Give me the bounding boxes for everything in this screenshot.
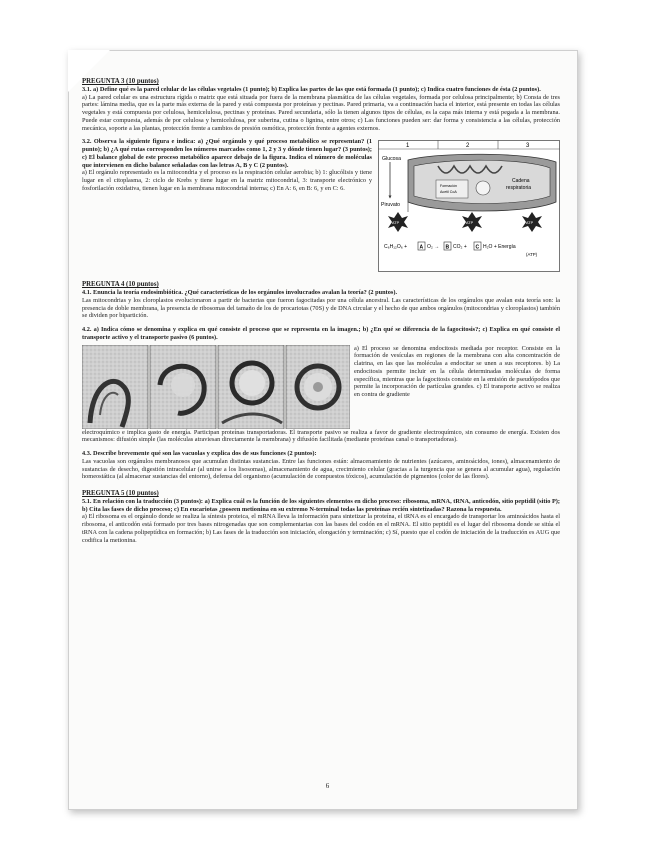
equation-co2: CO₂ + (453, 244, 467, 251)
label-piruvato: Piruvato (381, 202, 401, 209)
figure-number-1: 1 (406, 143, 410, 150)
question-5-1: 5.1. En relación con la traducción (3 puntos): a) Explica cuál es la función de los siguientes elementos en dicho proceso: ribosoma, mRNA, tRNA, anticodón, sitio peptidil (sitio P); b) Cita las fases de dicho proceso; c) En eucariotas ¿poseen metionina en su extremo N-terminal todas las proteínas recién sintetizadas? Razona la respuesta. (82, 497, 560, 513)
question-3-1: 3.1. a) Define qué es la pared celular de las células vegetales (1 punto); b) Explica las partes de las que está formada (1 punto); c) Indica cuatro funciones de ésta (2 puntos). (82, 85, 541, 93)
answer-3-2: a) El orgánulo representado es la mitocondria y el proceso es la respiración celular aerobia; b) 1: glucólisis y tiene lugar en el citoplasma, 2: ciclo de Krebs y tiene lugar en la matriz mitocondrial, 3: transporte electrónico y fosforilación oxidativa, tienen lugar en la membrana mitocondrial interna; c) En A: 6, en B: 6, y en C: 6. (82, 169, 372, 192)
atp-label-1: ATP (392, 221, 400, 226)
label-cadena: Cadena (512, 178, 530, 185)
mitochondria-respiration-figure (378, 140, 560, 272)
answer-4-2-side: a) El proceso se denomina endocitosis mediada por receptor. Consiste en la formación de vesículas en regiones de la membrana con alta concentración de clatrina, en las que las moléculas a endocitar se unen a sus receptores. b) La endocitosis permite incluir en la célula determinadas moléculas de forma específica, mientras que la fagocitosis consiste en la emisión de pseudópodos que permite la incorporación de partículas grandes. c) El transporte activo se realiza en contra de gradiente (354, 344, 560, 398)
section-header-pregunta-3: PREGUNTA 3 (10 puntos) (82, 78, 159, 85)
question-3-2: 3.2. Observa la siguiente figura e indica: a) ¿Qué orgánulo y qué proceso metabólico se representan? (1 punto); b) ¿A qué rutas corresponden los números marcados como 1, 2 y 3 y dónde tienen lugar? (3 puntos); c) El balance global de este proceso metabólico aparece debajo de la figura. Indica el número de moléculas que intervienen en dicho balance señaladas con las letras A, B y C (2 puntos). (82, 138, 372, 169)
equation-h2o: H₂O + Energía (483, 244, 516, 251)
label-formacion: Formación (440, 184, 457, 189)
equation-box-a: A (419, 244, 424, 251)
answer-4-2-continued: electroquímico e implica gasto de energía. Participan proteínas transportadoras. El transporte pasivo se realiza a favor de gradiente electroquímico, sin consumo de energía. Existen dos mecanismos: difusión simple (las moléculas atraviesan directamente la membrana) y difusión facilitada (mediante proteínas canal o transportadoras). (82, 428, 560, 444)
document-content (82, 78, 560, 544)
atp-label-2: ATP (466, 221, 474, 226)
section-header-pregunta-5: PREGUNTA 5 (10 puntos) (82, 490, 159, 497)
equation-o2: O₂ → (427, 244, 440, 251)
answer-4-3: Las vacuolas son orgánulos membranosos que acumulan distintas sustancias. Entre las funciones están: almacenamiento de nutrientes (azúcares, aminoácidos, iones), almacenamiento de sustancias de desecho, digestión intracelular (al unirse a los lisosomas), almacenamiento de agua, crecimiento celular (gracias a la turgencia que se genera al acumular agua), regulación homeostática (al almacenar sustancias del entorno), defensa del organismo (acumulación de compuestos tóxicos), acumulación de pigmentos (color de las flores). (82, 457, 560, 481)
endocytosis-micrographs (82, 345, 350, 429)
figure-number-2: 2 (466, 143, 470, 150)
answer-3-1: a) La pared celular es una estructura rígida o matriz que está situada por fuera de la membrana plasmática de las células vegetales, formada por celulosa principalmente; b) Consta de tres partes: lámina media, que es la parte más externa de la pared y está compuesta por proteínas y pectinas. Pared primaria, va a continuación hacia el interior, está presente en todas las células vegetales y está compuesta por celulosa, hemicelulosa, pectinas y proteínas. Pared secundaria, sólo la tienen algunos tipos de células, es la capa más interna y está pegada a la membrana. Puede estar compuesta, además de por celulosa y hemicelulosa, por suberina, cutina o lignina, entre otros; c) Las funciones pueden ser: dar forma y consistencia a las células, protección mecánica, soporte a las plantas, protección frente a cambios de presión osmótica, protección frente a agentes externos. (82, 93, 560, 132)
label-respiratoria: respiratoria (506, 185, 532, 192)
answer-4-1: Las mitocondrias y los cloroplastos evolucionaron a partir de bacterias que fueron fagocitadas por una célula ancestral. Las características de los orgánulos que avalan esta teoría son: la presencia de doble membrana, la presencia de ribosomas del tamaño de los de procariotas (70S) y de DNA circular y el hecho de que ambos orgánulos (mitocondrias y cloroplastos) también se dividen por bipartición. (82, 296, 560, 320)
label-acetil-coa: Acetil CoA (440, 190, 457, 195)
page-number: 6 (325, 782, 330, 790)
question-4-2-block (82, 345, 560, 429)
label-glucosa: Glucosa (382, 156, 402, 163)
question-4-2: 4.2. a) Indica cómo se denomina y explica en qué consiste el proceso que se representa en la imagen.; b) ¿En qué se diferencia de la fagocitosis?; c) Explica en qué consiste el transporte activo y el transporte pasivo (6 puntos). (82, 326, 560, 341)
atp-label-3: ATP (526, 221, 534, 226)
equation-box-b: B (445, 244, 450, 251)
equation-box-c: C (475, 244, 480, 251)
question-4-3: 4.3. Describe brevemente qué son las vacuolas y explica dos de sus funciones (2 puntos): (82, 450, 317, 457)
question-4-1: 4.1. Enuncia la teoría endosimbiótica. ¿Qué características de los orgánulos involucrados avalan la teoría? (2 puntos). (82, 289, 398, 296)
acetyl-box (436, 180, 468, 198)
krebs-cycle-circle (476, 181, 490, 195)
equation-atp: (ATP) (526, 252, 538, 258)
section-header-pregunta-4: PREGUNTA 4 (10 puntos) (82, 281, 159, 289)
answer-5-1: a) El ribosoma es el orgánulo donde se realiza la síntesis proteica, el mRNA lleva la información para sintetizar la proteína, el tRNA es el encargado de transportar los aminoácidos hasta el ribosoma, el anticodón está formado por tres bases nitrogenadas que son complementarias con las bases del codón en el mRNA. El sitio peptidil es el lugar del ribosoma donde se sitúa el tRNA con la cadena polipeptídica en formación; b) Las fases de la traducción son iniciación, elongación y terminación; c) Sí, puesto que el codón de iniciación de la traducción es AUG que codifica la metionina. (82, 513, 560, 544)
question-3-2-block (82, 138, 560, 272)
equation-left: C₆H₁₂O₆ + (384, 244, 408, 251)
figure-number-3: 3 (526, 143, 530, 150)
